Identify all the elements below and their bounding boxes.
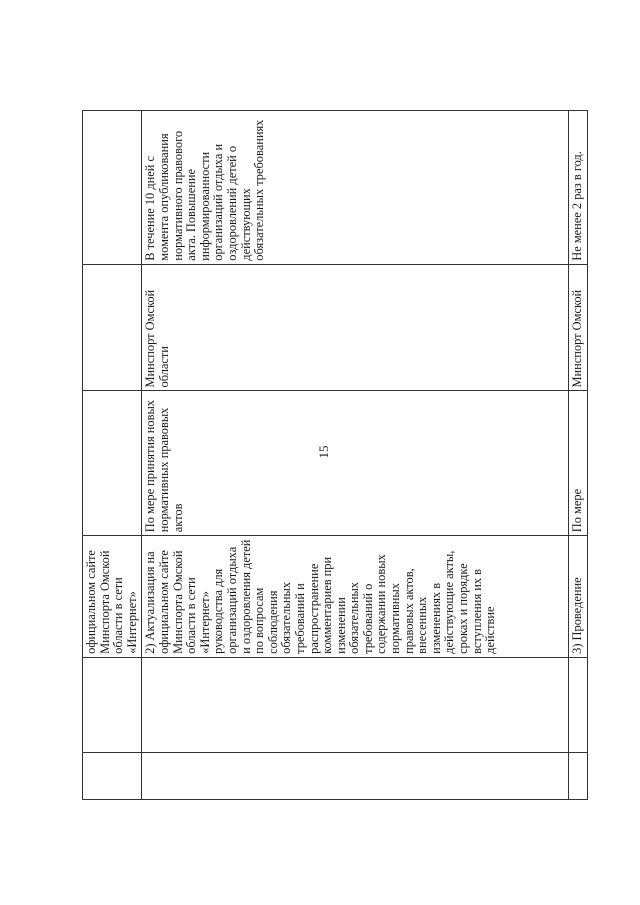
table-row [142,111,569,800]
measures-table [82,110,588,800]
empty-cell [83,657,142,752]
empty-cell [142,752,569,799]
deadline-cell: По мере [569,391,588,536]
responsible-cell: Минспорт Омской области [142,264,569,391]
deadline-cell: По мере принятия новых нормативных правовых актов [142,391,569,536]
table-row [83,111,142,800]
empty-cell [569,657,588,752]
result-cell: В течение 10 дней с момента опубликования нормативного правового акта. Повышение информированности организаций отдыха и оздоровлений детей о действующих обязательных требованиях [142,111,569,265]
responsible-cell [83,264,142,391]
measure-cell: 3) Проведение [569,536,588,658]
deadline-cell [83,391,142,536]
empty-cell [83,752,142,799]
empty-cell [569,752,588,799]
result-cell: Не менее 2 раз в год. [569,111,588,265]
measure-cell: официальном сайте Минспорта Омской области в сети «Интернет» [83,536,142,658]
table-row [569,111,588,800]
responsible-cell: Минспорт Омской [569,264,588,391]
empty-cell [142,657,569,752]
page-number: 15 [316,445,331,459]
measure-cell: 2) Актуализация на официальном сайте Минспорта Омской области в сети «Интернет» руководства для организаций отдыха и оздоровления детей по вопросам соблюдения обязательных требований и распространение комментариев при изменении обязательных требований о содержании новых нормативных правовых актов, внесенных изменениях в действующие акты, сроках и порядке вступления их в действие [142,536,569,658]
result-cell [83,111,142,265]
